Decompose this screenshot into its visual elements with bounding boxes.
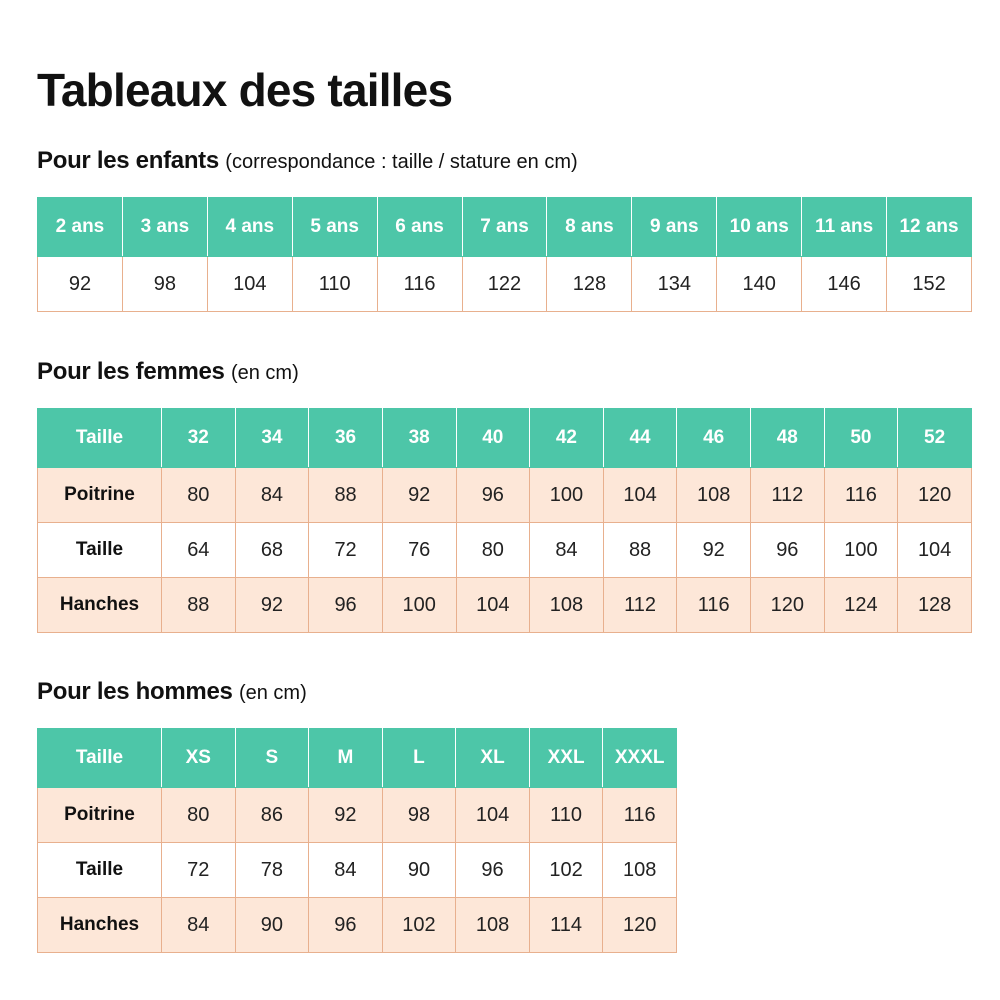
- women-row-label: Hanches: [38, 578, 162, 633]
- women-size-header: 44: [603, 409, 677, 468]
- men-measure-cell: 98: [382, 788, 456, 843]
- kids-height-cell: 104: [207, 257, 292, 312]
- kids-height-cell: 116: [377, 257, 462, 312]
- kids-height-cell: 110: [292, 257, 377, 312]
- men-header-row: [38, 729, 677, 788]
- men-measure-cell: 116: [603, 788, 677, 843]
- men-size-header: L: [382, 729, 456, 788]
- men-heading-text: Pour les hommes: [37, 678, 233, 705]
- men-measure-cell: 102: [382, 898, 456, 953]
- women-measure-cell: 116: [677, 578, 751, 633]
- men-size-header: XS: [162, 729, 236, 788]
- men-measure-cell: 92: [309, 788, 383, 843]
- men-header-label: Taille: [38, 729, 162, 788]
- women-measure-row: [38, 578, 972, 633]
- men-measure-cell: 96: [309, 898, 383, 953]
- men-measure-cell: 80: [162, 788, 236, 843]
- men-measure-cell: 78: [235, 843, 309, 898]
- women-header-label: Taille: [38, 409, 162, 468]
- men-measure-cell: 90: [382, 843, 456, 898]
- kids-values-row: [38, 257, 972, 312]
- women-row-label: Taille: [38, 523, 162, 578]
- kids-heading-text: Pour les enfants: [37, 147, 219, 174]
- kids-age-header: 2 ans: [38, 198, 123, 257]
- kids-section-heading: [37, 146, 578, 177]
- men-size-header: XXXL: [603, 729, 677, 788]
- women-measure-cell: 92: [677, 523, 751, 578]
- kids-age-header: 6 ans: [377, 198, 462, 257]
- women-section-heading: [37, 357, 299, 388]
- kids-header-row: [38, 198, 972, 257]
- women-size-header: 38: [382, 409, 456, 468]
- men-size-table: [37, 728, 677, 953]
- women-measure-cell: 92: [235, 578, 309, 633]
- women-header-row: [38, 409, 972, 468]
- men-measure-cell: 72: [162, 843, 236, 898]
- men-measure-row: [38, 843, 677, 898]
- women-size-header: 46: [677, 409, 751, 468]
- women-measure-cell: 128: [898, 578, 972, 633]
- men-size-header: XXL: [529, 729, 603, 788]
- kids-height-cell: 134: [632, 257, 717, 312]
- women-measure-cell: 116: [824, 468, 898, 523]
- men-size-header: XL: [456, 729, 530, 788]
- women-measure-cell: 72: [309, 523, 383, 578]
- women-size-header: 36: [309, 409, 383, 468]
- women-measure-cell: 96: [751, 523, 825, 578]
- kids-age-header: 12 ans: [887, 198, 972, 257]
- women-measure-cell: 120: [751, 578, 825, 633]
- women-measure-cell: 80: [162, 468, 236, 523]
- kids-age-header: 9 ans: [632, 198, 717, 257]
- kids-height-cell: 92: [38, 257, 123, 312]
- men-measure-cell: 102: [529, 843, 603, 898]
- men-measure-cell: 108: [603, 843, 677, 898]
- women-measure-cell: 68: [235, 523, 309, 578]
- men-measure-cell: 86: [235, 788, 309, 843]
- kids-height-cell: 128: [547, 257, 632, 312]
- women-measure-cell: 64: [162, 523, 236, 578]
- men-row-label: Poitrine: [38, 788, 162, 843]
- women-size-header: 50: [824, 409, 898, 468]
- women-measure-cell: 120: [898, 468, 972, 523]
- page-title: Tableaux des tailles: [37, 64, 453, 116]
- men-measure-cell: 84: [162, 898, 236, 953]
- women-measure-cell: 108: [677, 468, 751, 523]
- women-measure-cell: 100: [824, 523, 898, 578]
- women-measure-cell: 88: [162, 578, 236, 633]
- women-heading-note: (en cm): [230, 362, 299, 384]
- kids-age-header: 11 ans: [802, 198, 887, 257]
- women-heading-text: Pour les femmes: [37, 358, 225, 385]
- women-size-header: 42: [530, 409, 604, 468]
- men-section-heading: [37, 677, 307, 708]
- men-measure-cell: 104: [456, 788, 530, 843]
- women-measure-cell: 92: [382, 468, 456, 523]
- men-heading-note: (en cm): [238, 682, 307, 704]
- women-measure-cell: 96: [456, 468, 530, 523]
- kids-size-table: [37, 197, 972, 312]
- women-measure-cell: 104: [603, 468, 677, 523]
- men-size-header: S: [235, 729, 309, 788]
- women-row-label: Poitrine: [38, 468, 162, 523]
- men-measure-cell: 96: [456, 843, 530, 898]
- women-measure-cell: 88: [309, 468, 383, 523]
- women-size-header: 40: [456, 409, 530, 468]
- women-size-header: 48: [751, 409, 825, 468]
- women-measure-cell: 84: [530, 523, 604, 578]
- women-measure-cell: 88: [603, 523, 677, 578]
- women-measure-row: [38, 468, 972, 523]
- men-row-label: Taille: [38, 843, 162, 898]
- kids-height-cell: 122: [462, 257, 547, 312]
- men-measure-cell: 90: [235, 898, 309, 953]
- women-measure-cell: 100: [530, 468, 604, 523]
- women-measure-cell: 104: [456, 578, 530, 633]
- kids-age-header: 3 ans: [122, 198, 207, 257]
- women-measure-cell: 80: [456, 523, 530, 578]
- kids-height-cell: 152: [887, 257, 972, 312]
- women-size-header: 52: [898, 409, 972, 468]
- men-measure-row: [38, 898, 677, 953]
- men-measure-row: [38, 788, 677, 843]
- men-measure-cell: 84: [309, 843, 383, 898]
- women-measure-cell: 84: [235, 468, 309, 523]
- kids-age-header: 5 ans: [292, 198, 377, 257]
- women-measure-cell: 96: [309, 578, 383, 633]
- men-measure-cell: 114: [529, 898, 603, 953]
- kids-age-header: 7 ans: [462, 198, 547, 257]
- men-measure-cell: 120: [603, 898, 677, 953]
- men-size-header: M: [309, 729, 383, 788]
- women-measure-cell: 76: [382, 523, 456, 578]
- women-measure-row: [38, 523, 972, 578]
- kids-age-header: 8 ans: [547, 198, 632, 257]
- women-measure-cell: 112: [603, 578, 677, 633]
- women-size-table: [37, 408, 972, 633]
- women-size-header: 34: [235, 409, 309, 468]
- kids-heading-note: (correspondance : taille / stature en cm): [225, 151, 578, 173]
- kids-height-cell: 98: [122, 257, 207, 312]
- women-size-header: 32: [162, 409, 236, 468]
- men-row-label: Hanches: [38, 898, 162, 953]
- men-measure-cell: 108: [456, 898, 530, 953]
- women-measure-cell: 112: [751, 468, 825, 523]
- men-measure-cell: 110: [529, 788, 603, 843]
- kids-height-cell: 146: [802, 257, 887, 312]
- women-measure-cell: 124: [824, 578, 898, 633]
- kids-height-cell: 140: [717, 257, 802, 312]
- kids-age-header: 10 ans: [717, 198, 802, 257]
- women-measure-cell: 104: [898, 523, 972, 578]
- women-measure-cell: 108: [530, 578, 604, 633]
- women-measure-cell: 100: [382, 578, 456, 633]
- kids-age-header: 4 ans: [207, 198, 292, 257]
